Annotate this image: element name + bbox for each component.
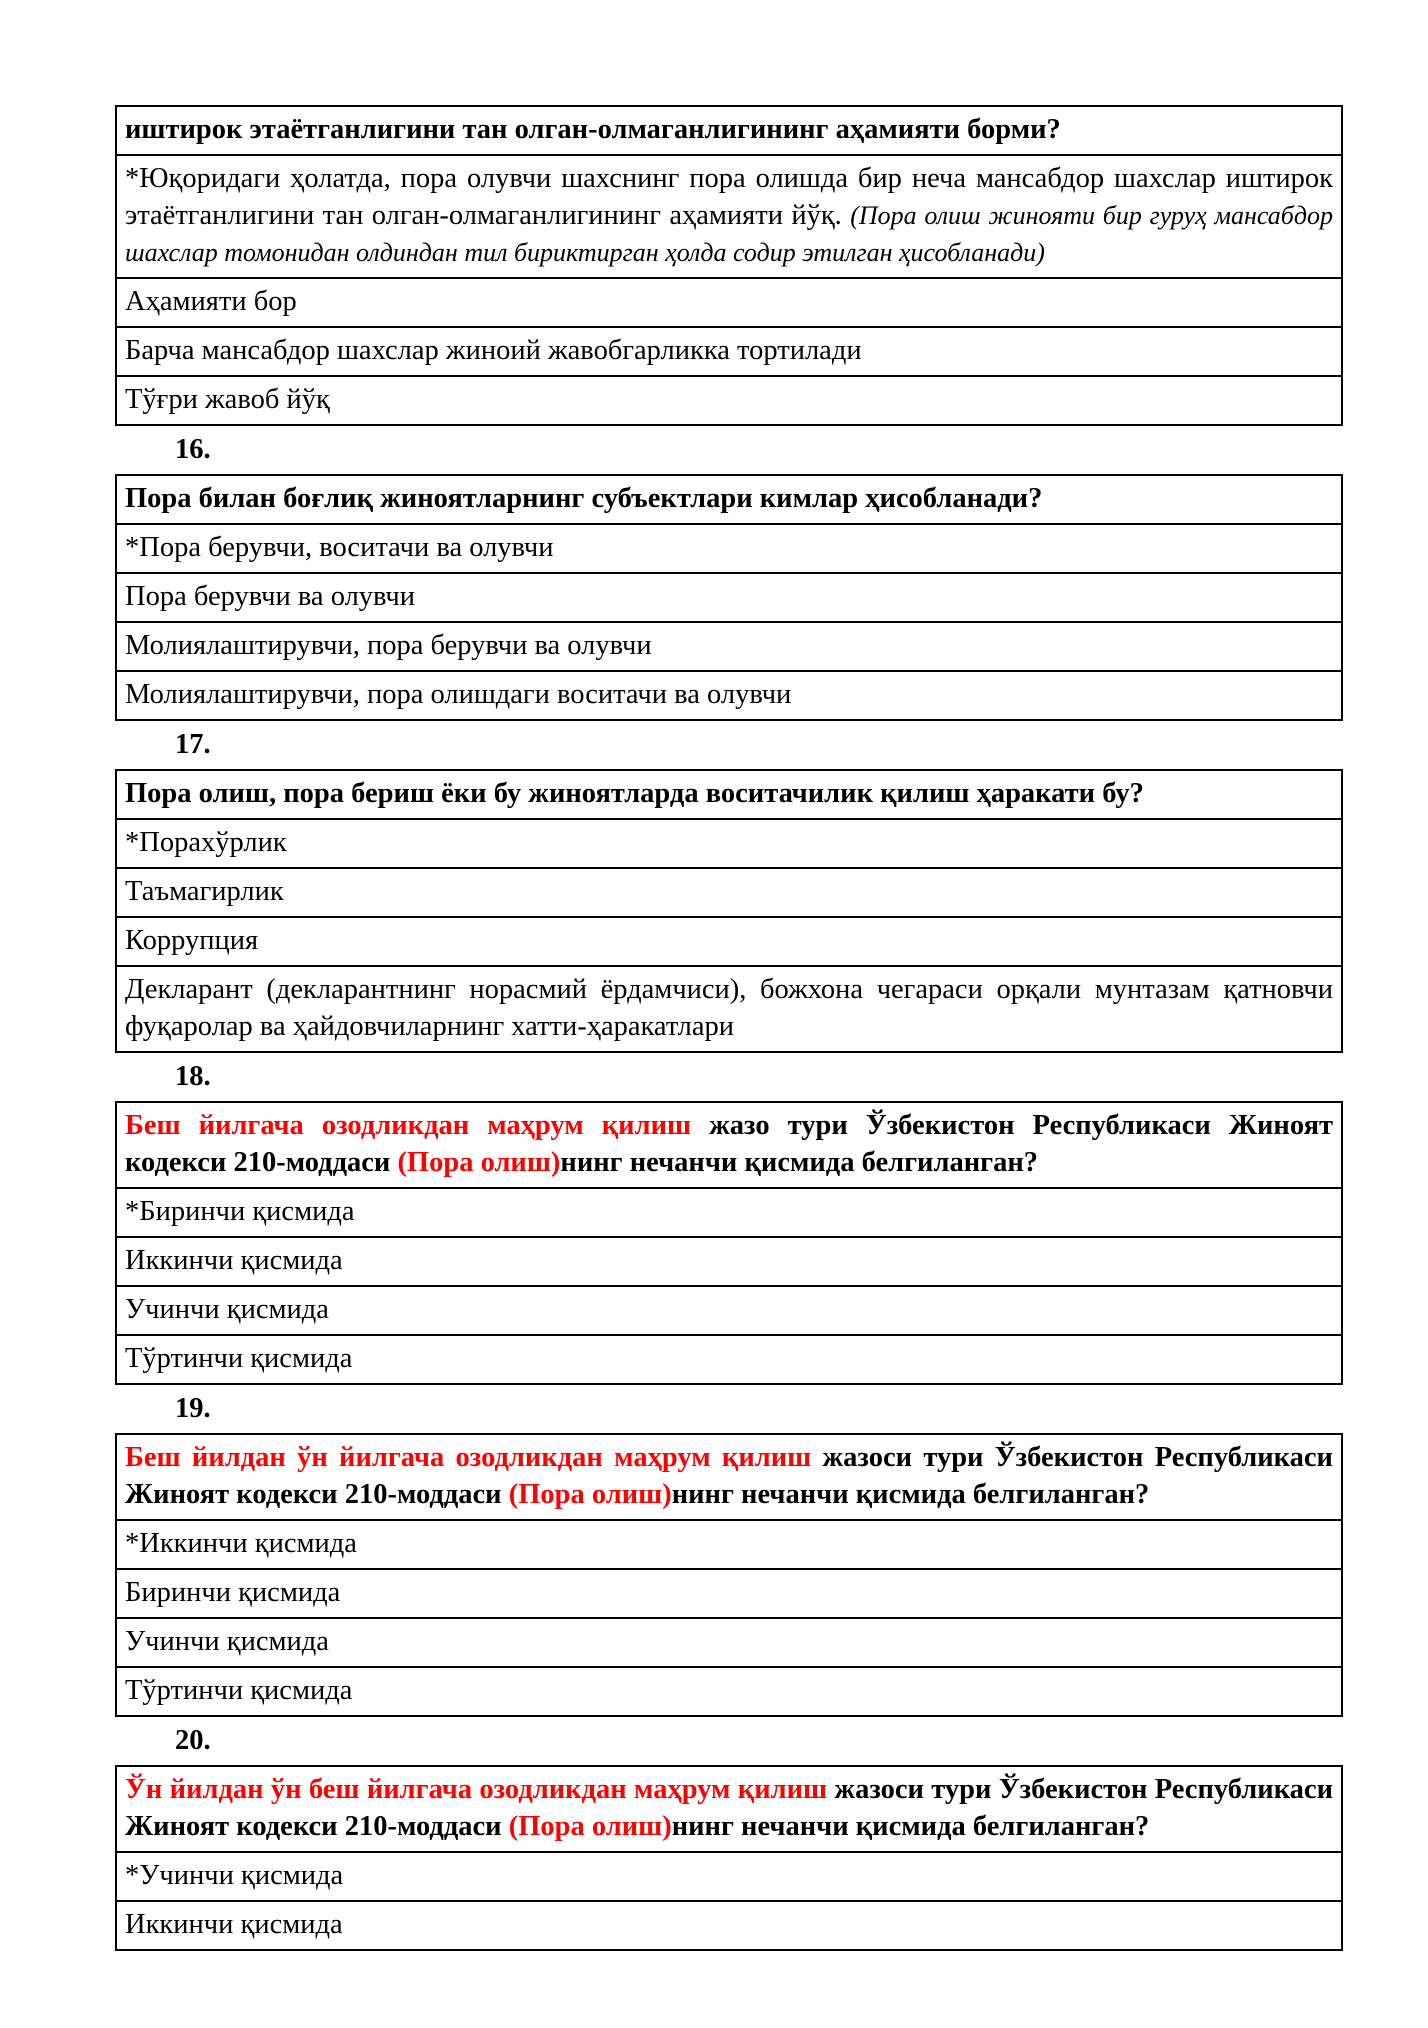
question-block [115, 1433, 1343, 1717]
answer-note: (Пора олиш жинояти бир гуруҳ мансабдор шахслар томонидан олдиндан тил бириктирган ҳолда содир этилган ҳисобланади) [125, 201, 1333, 268]
answer-option-correct[interactable] [117, 525, 1341, 574]
question-block [115, 769, 1343, 1053]
answer-option[interactable] [117, 328, 1341, 377]
answer-text: *Биринчи қисмида [125, 1195, 355, 1227]
answer-option[interactable] [117, 918, 1341, 967]
question-text: Пора билан боғлиқ жиноятларнинг субъектлари кимлар ҳисобланади? [117, 476, 1341, 525]
question-text-segment: Беш йилгача озодликдан маҳрум қилиш [125, 1109, 692, 1141]
question-text: иштирок этаётганлигини тан олган-олмаганлигининг аҳамияти борми? [117, 107, 1341, 156]
answer-text: Аҳамияти бор [125, 286, 297, 318]
answer-text: Биринчи қисмида [125, 1576, 341, 1608]
answer-text: Коррупция [125, 924, 259, 956]
answer-option[interactable] [117, 1336, 1341, 1383]
answer-option-correct[interactable] [117, 1189, 1341, 1238]
answer-option[interactable] [117, 1238, 1341, 1287]
question-text: Пора олиш, пора бериш ёки бу жиноятларда воситачилик қилиш ҳаракати бу? [117, 771, 1341, 820]
question-text [117, 1767, 1341, 1853]
answer-text: Молиялаштирувчи, пора олишдаги воситачи ва олувчи [125, 679, 792, 711]
question-block [115, 1765, 1343, 1951]
answer-text: Тўғри жавоб йўқ [125, 384, 330, 416]
answer-text: *Учинчи қисмида [125, 1859, 344, 1891]
answer-text: Учинчи қисмида [125, 1293, 329, 1325]
answer-option[interactable] [117, 1287, 1341, 1336]
question-text-segment: (Пора олиш) [508, 1810, 672, 1842]
answer-text: Декларант (декларантнинг норасмий ёрдамчиси), божхона чегараси орқали мунтазам қатновчи фуқаролар ва ҳайдовчиларнинг хатти-ҳаракатлари [125, 974, 1333, 1043]
question-text-segment: жазо тури Ўзбекистон Республикаси Жиноят кодекси 210-моддаси [125, 1109, 1333, 1178]
answer-text: Таъмагирлик [125, 875, 284, 907]
answer-option-correct[interactable] [117, 820, 1341, 869]
question-number: 17. [175, 729, 211, 761]
answer-text: Иккинчи қисмида [125, 1244, 343, 1276]
answer-text: Иккинчи қисмида [125, 1908, 343, 1940]
answer-option-correct[interactable] [117, 1521, 1341, 1570]
question-number: 18. [175, 1061, 211, 1093]
question-block [115, 105, 1343, 426]
answer-text: *Пора берувчи, воситачи ва олувчи [125, 532, 554, 563]
answer-text: Тўртинчи қисмида [125, 1674, 353, 1706]
question-text-segment: нинг нечанчи қисмида белгиланган? [671, 1478, 1150, 1510]
answer-option-correct[interactable] [117, 1853, 1341, 1902]
answer-option[interactable] [117, 1619, 1341, 1668]
answer-text: *Юқоридаги ҳолатда, пора олувчи шахснинг пора олишда бир неча мансабдор шахслар иштирок этаётганлигини тан олган-олмаганлигининг аҳамияти йўқ. [125, 163, 1333, 232]
answer-option[interactable] [117, 672, 1341, 719]
answer-text: Тўртинчи қисмида [125, 1342, 353, 1374]
answer-text: Барча мансабдор шахслар жиноий жавобгарликка тортилади [125, 335, 862, 367]
question-text-segment: жазоси тури Ўзбекистон Республикаси Жиноят кодекси 210-моддаси [125, 1773, 1333, 1842]
question-number: 19. [175, 1393, 211, 1424]
question-number: 16. [175, 434, 211, 466]
answer-option-correct[interactable] [117, 156, 1341, 279]
answer-option[interactable] [117, 574, 1341, 623]
answer-text: *Иккинчи қисмида [125, 1527, 357, 1559]
answer-text: Молиялаштирувчи, пора берувчи ва олувчи [125, 630, 652, 662]
question-block [115, 1101, 1343, 1385]
question-text-segment: (Пора олиш) [397, 1146, 561, 1178]
answer-option[interactable] [117, 623, 1341, 672]
question-text-segment: Ўн йилдан ўн беш йилгача озодликдан маҳрум қилиш [125, 1773, 828, 1805]
question-text-segment: Беш йилдан ўн йилгача озодликдан маҳрум қилиш [125, 1441, 812, 1473]
answer-text: *Порахўрлик [125, 826, 287, 858]
answer-option[interactable] [117, 869, 1341, 918]
question-text [117, 1435, 1341, 1521]
question-block [115, 474, 1343, 721]
answer-option[interactable] [117, 1902, 1341, 1949]
answer-option[interactable] [117, 967, 1341, 1051]
question-text [117, 1103, 1341, 1189]
answer-option[interactable] [117, 377, 1341, 424]
question-number: 20. [175, 1724, 211, 1756]
answer-option[interactable] [117, 279, 1341, 328]
question-text-segment: (Пора олиш) [508, 1478, 672, 1510]
answer-text: Пора берувчи ва олувчи [125, 581, 415, 613]
answer-option[interactable] [117, 1668, 1341, 1715]
answer-text: Учинчи қисмида [125, 1625, 329, 1657]
answer-option[interactable] [117, 1570, 1341, 1619]
question-list [115, 105, 1343, 1951]
question-text-segment: нинг нечанчи қисмида белгиланган? [560, 1146, 1038, 1178]
question-text-segment: нинг нечанчи қисмида белгиланган? [671, 1810, 1150, 1842]
question-text-segment: жазоси тури Ўзбекистон Республикаси Жиноят кодекси 210-моддаси [125, 1441, 1333, 1510]
